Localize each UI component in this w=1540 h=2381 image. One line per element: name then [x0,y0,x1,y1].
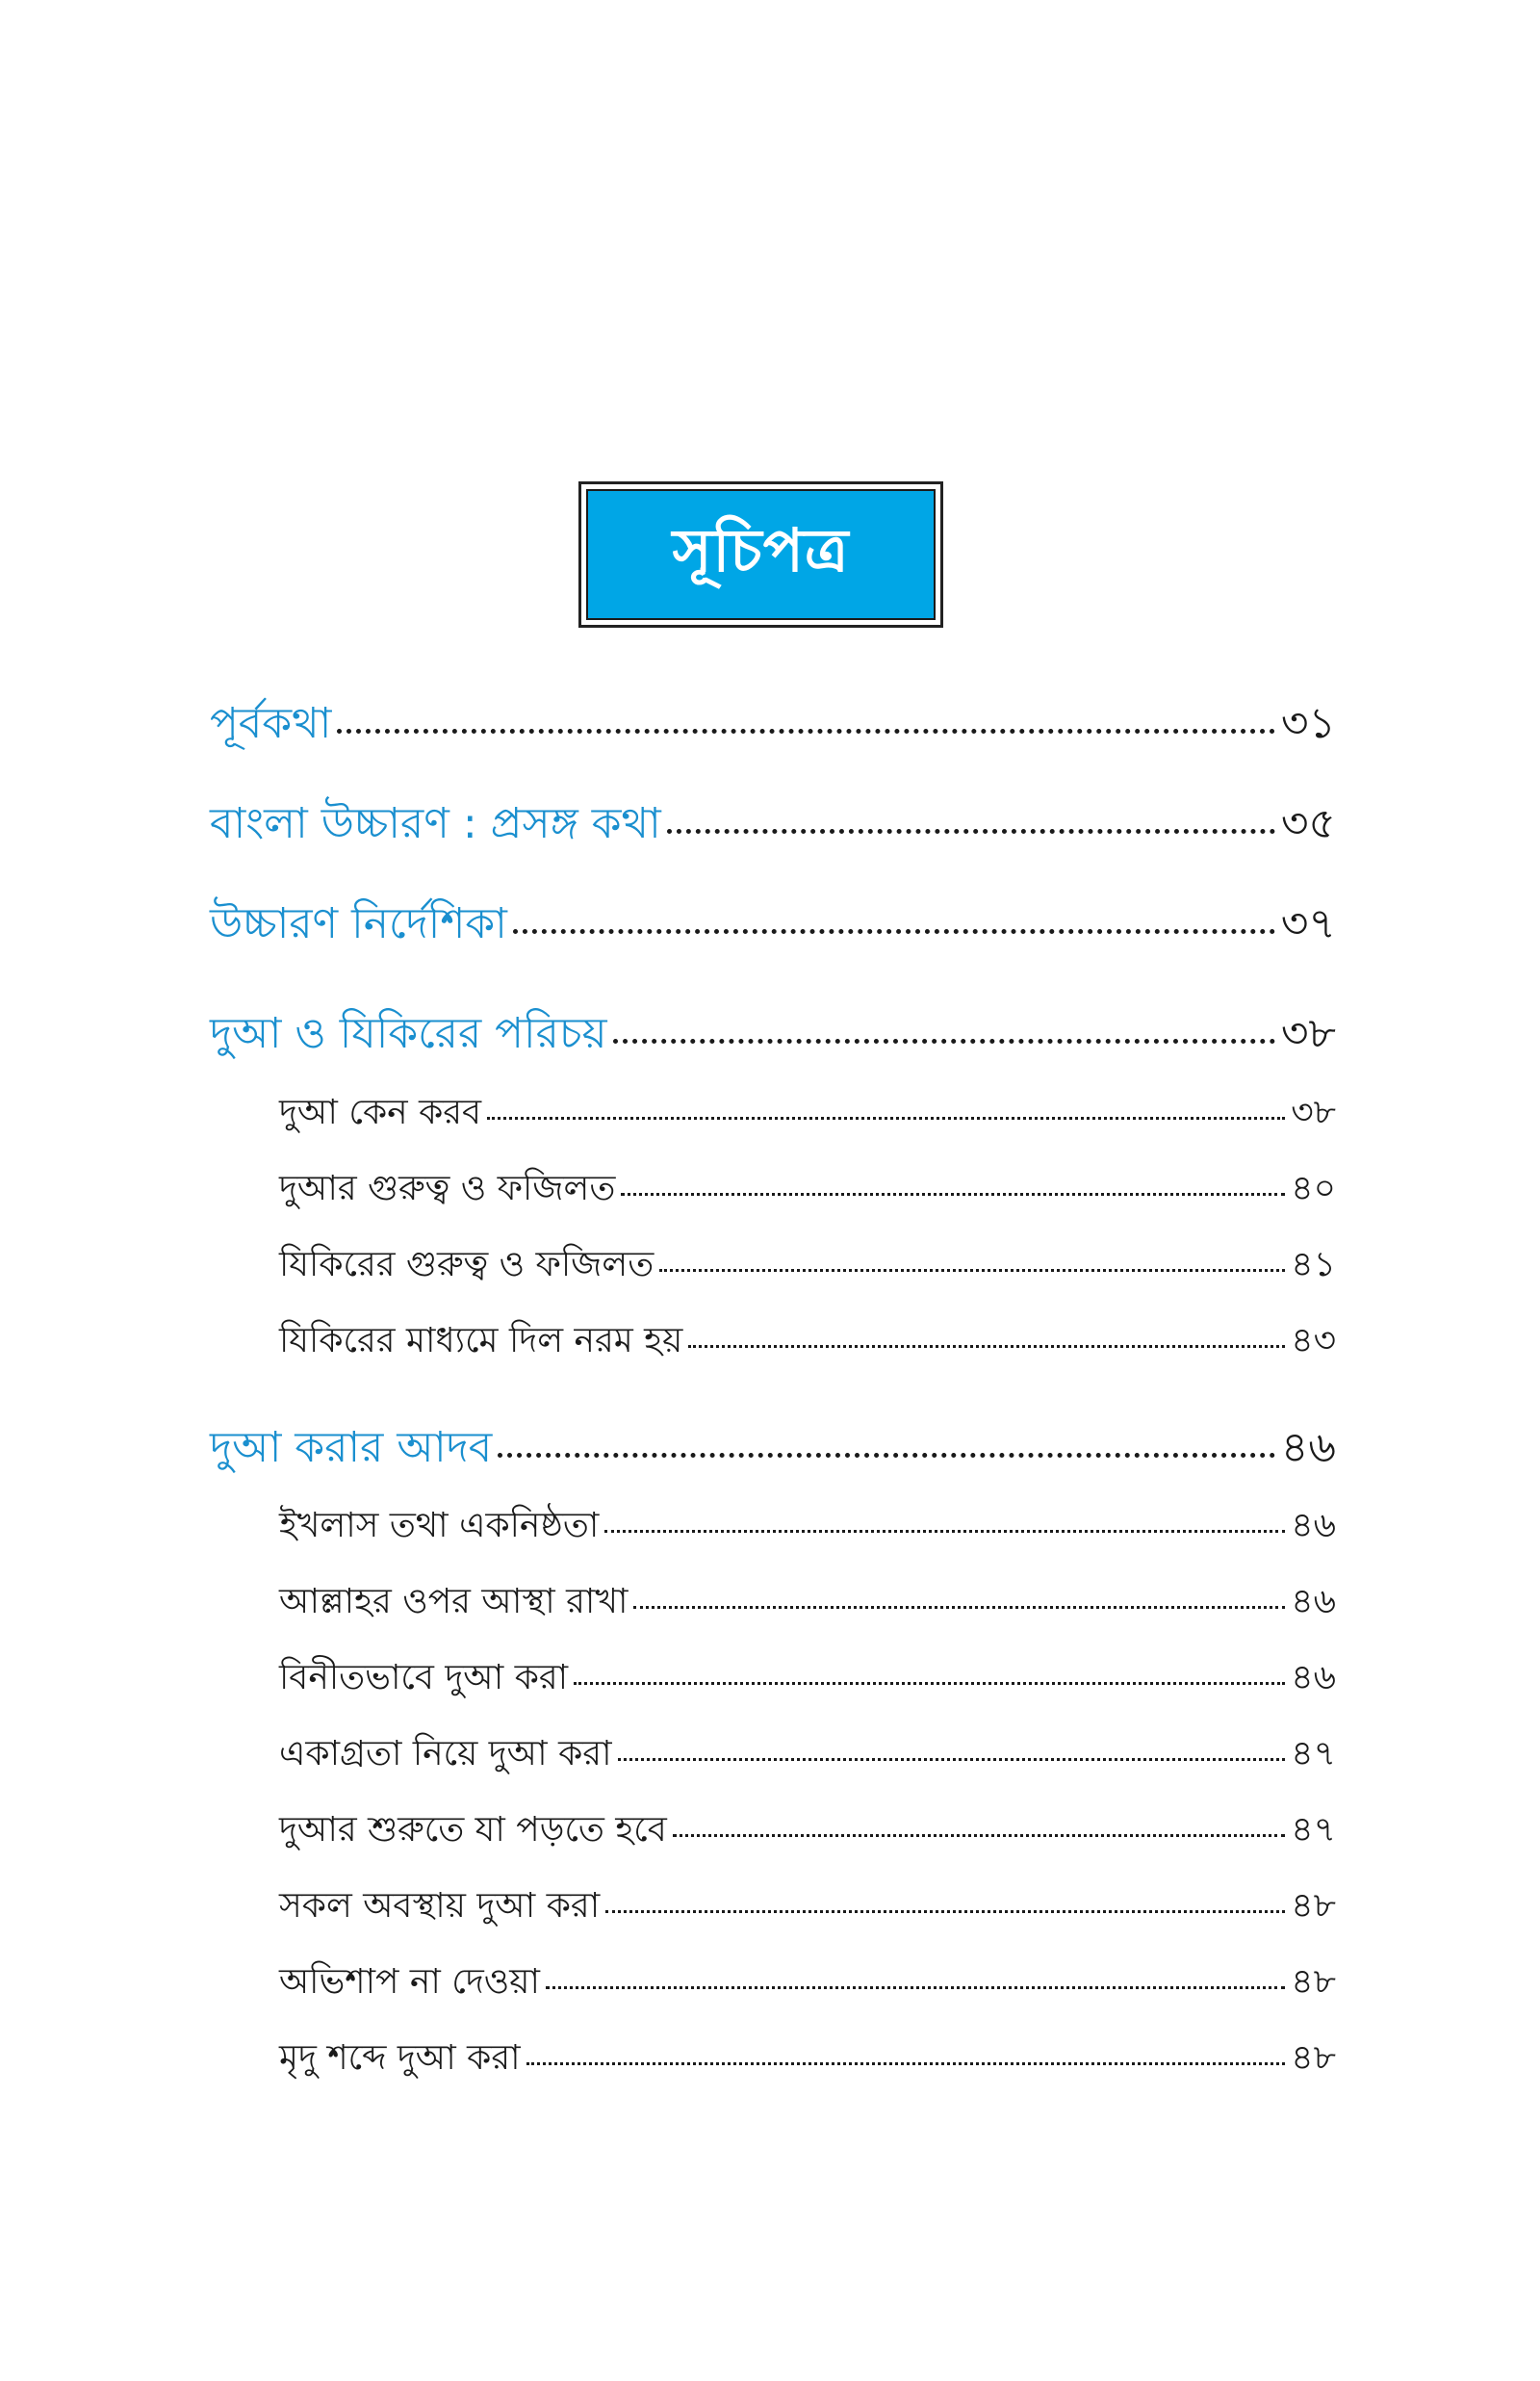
toc-entry[interactable] [279,1651,1336,1709]
dot-leader [667,829,1275,834]
dot-leader [621,1193,1285,1196]
dot-leader [498,1453,1275,1458]
page-title: সূচিপত্র [672,514,850,585]
toc-entry[interactable] [210,1415,1336,1486]
toc-entry-page: ৪৬ [1291,1582,1336,1621]
toc-entry-label: মৃদু শব্দে দুআ করা [279,2038,521,2078]
dot-leader [574,1682,1285,1685]
toc-entry-label: একাগ্রতা নিয়ে দুআ করা [279,1734,612,1773]
dot-leader [613,1039,1275,1044]
toc-entry-label: দুআর শুরুতে যা পড়তে হবে [279,1810,667,1850]
toc-entry-page: ৪৩ [1291,1321,1336,1360]
toc-entry-label: সকল অবস্থায় দুআ করা [279,1886,601,1926]
toc-entry-page: ৪৭ [1291,1734,1336,1773]
dot-leader [604,1530,1285,1533]
toc-entry[interactable] [279,1955,1336,2013]
dot-leader [526,2062,1286,2065]
toc-entry-label: ইখলাস তথা একনিষ্ঠতা [279,1506,600,1545]
toc-entry-page: ৪৮ [1291,2038,1336,2078]
dot-leader [337,729,1274,734]
dot-leader [605,1910,1285,1913]
toc-entry-label: যিকিরের মাধ্যমে দিল নরম হয় [279,1321,683,1360]
toc-entry-label: বিনীতভাবে দুআ করা [279,1658,569,1697]
dot-leader [659,1269,1285,1272]
dot-leader [673,1834,1285,1837]
toc-entry[interactable] [210,1001,1336,1072]
toc-entry-label: উচ্চারণ নির্দেশিকা [210,899,507,948]
toc-entry[interactable] [279,1086,1336,1144]
toc-entry-page: ৪৬ [1291,1658,1336,1697]
dot-leader [546,1986,1285,1989]
toc-entry-page: ৩৮ [1280,1009,1336,1058]
toc-entry-label: বাংলা উচ্চারণ : প্রসঙ্গ কথা [210,799,661,848]
toc-entry-page: ৪৭ [1291,1810,1336,1850]
toc-entry[interactable] [210,892,1336,962]
dot-leader [633,1606,1285,1609]
toc-entry-page: ৪৬ [1280,1423,1336,1472]
toc-entry[interactable] [210,691,1336,762]
toc-entry-label: পূর্বকথা [210,699,332,748]
toc-entry[interactable] [279,1879,1336,1937]
toc-entry-page: ৩১ [1280,699,1336,748]
toc-entry-page: ৩৫ [1280,799,1336,848]
dot-leader [688,1345,1285,1348]
toc-entry[interactable] [279,1575,1336,1633]
toc-entry-page: ৪৮ [1291,1886,1336,1926]
toc-entry[interactable] [279,1238,1336,1296]
toc-entry[interactable] [279,1162,1336,1220]
toc-entry-label: দুআ কেন করব [279,1093,482,1132]
dot-leader [487,1117,1285,1120]
toc-entry-label: অভিশাপ না দেওয়া [279,1962,540,2002]
toc-entry[interactable] [279,2032,1336,2089]
toc-entry-label: দুআ ও যিকিরের পরিচয় [210,1009,607,1058]
toc-entry[interactable] [210,791,1336,862]
toc-entry-page: ৪৬ [1291,1506,1336,1545]
toc-entry[interactable] [279,1499,1336,1557]
dot-leader [513,929,1275,934]
toc-entry-page: ৩৮ [1291,1093,1336,1132]
toc-entry[interactable] [279,1803,1336,1861]
toc-entry-label: যিকিরের গুরুত্ব ও ফজিলত [279,1245,654,1284]
toc-entry[interactable] [279,1314,1336,1372]
toc-entry-page: ৪০ [1291,1169,1336,1208]
toc-entry-page: ৩৭ [1280,899,1336,948]
toc-entry-label: দুআ করার আদব [210,1423,493,1472]
toc-entry-label: দুআর গুরুত্ব ও ফজিলত [279,1169,616,1208]
toc-entry[interactable] [279,1727,1336,1785]
toc-entry-page: ৪১ [1291,1245,1336,1284]
dot-leader [618,1758,1286,1761]
toc-entry-label: আল্লাহর ওপর আস্থা রাখা [279,1582,629,1621]
toc-entry-page: ৪৮ [1291,1962,1336,2002]
